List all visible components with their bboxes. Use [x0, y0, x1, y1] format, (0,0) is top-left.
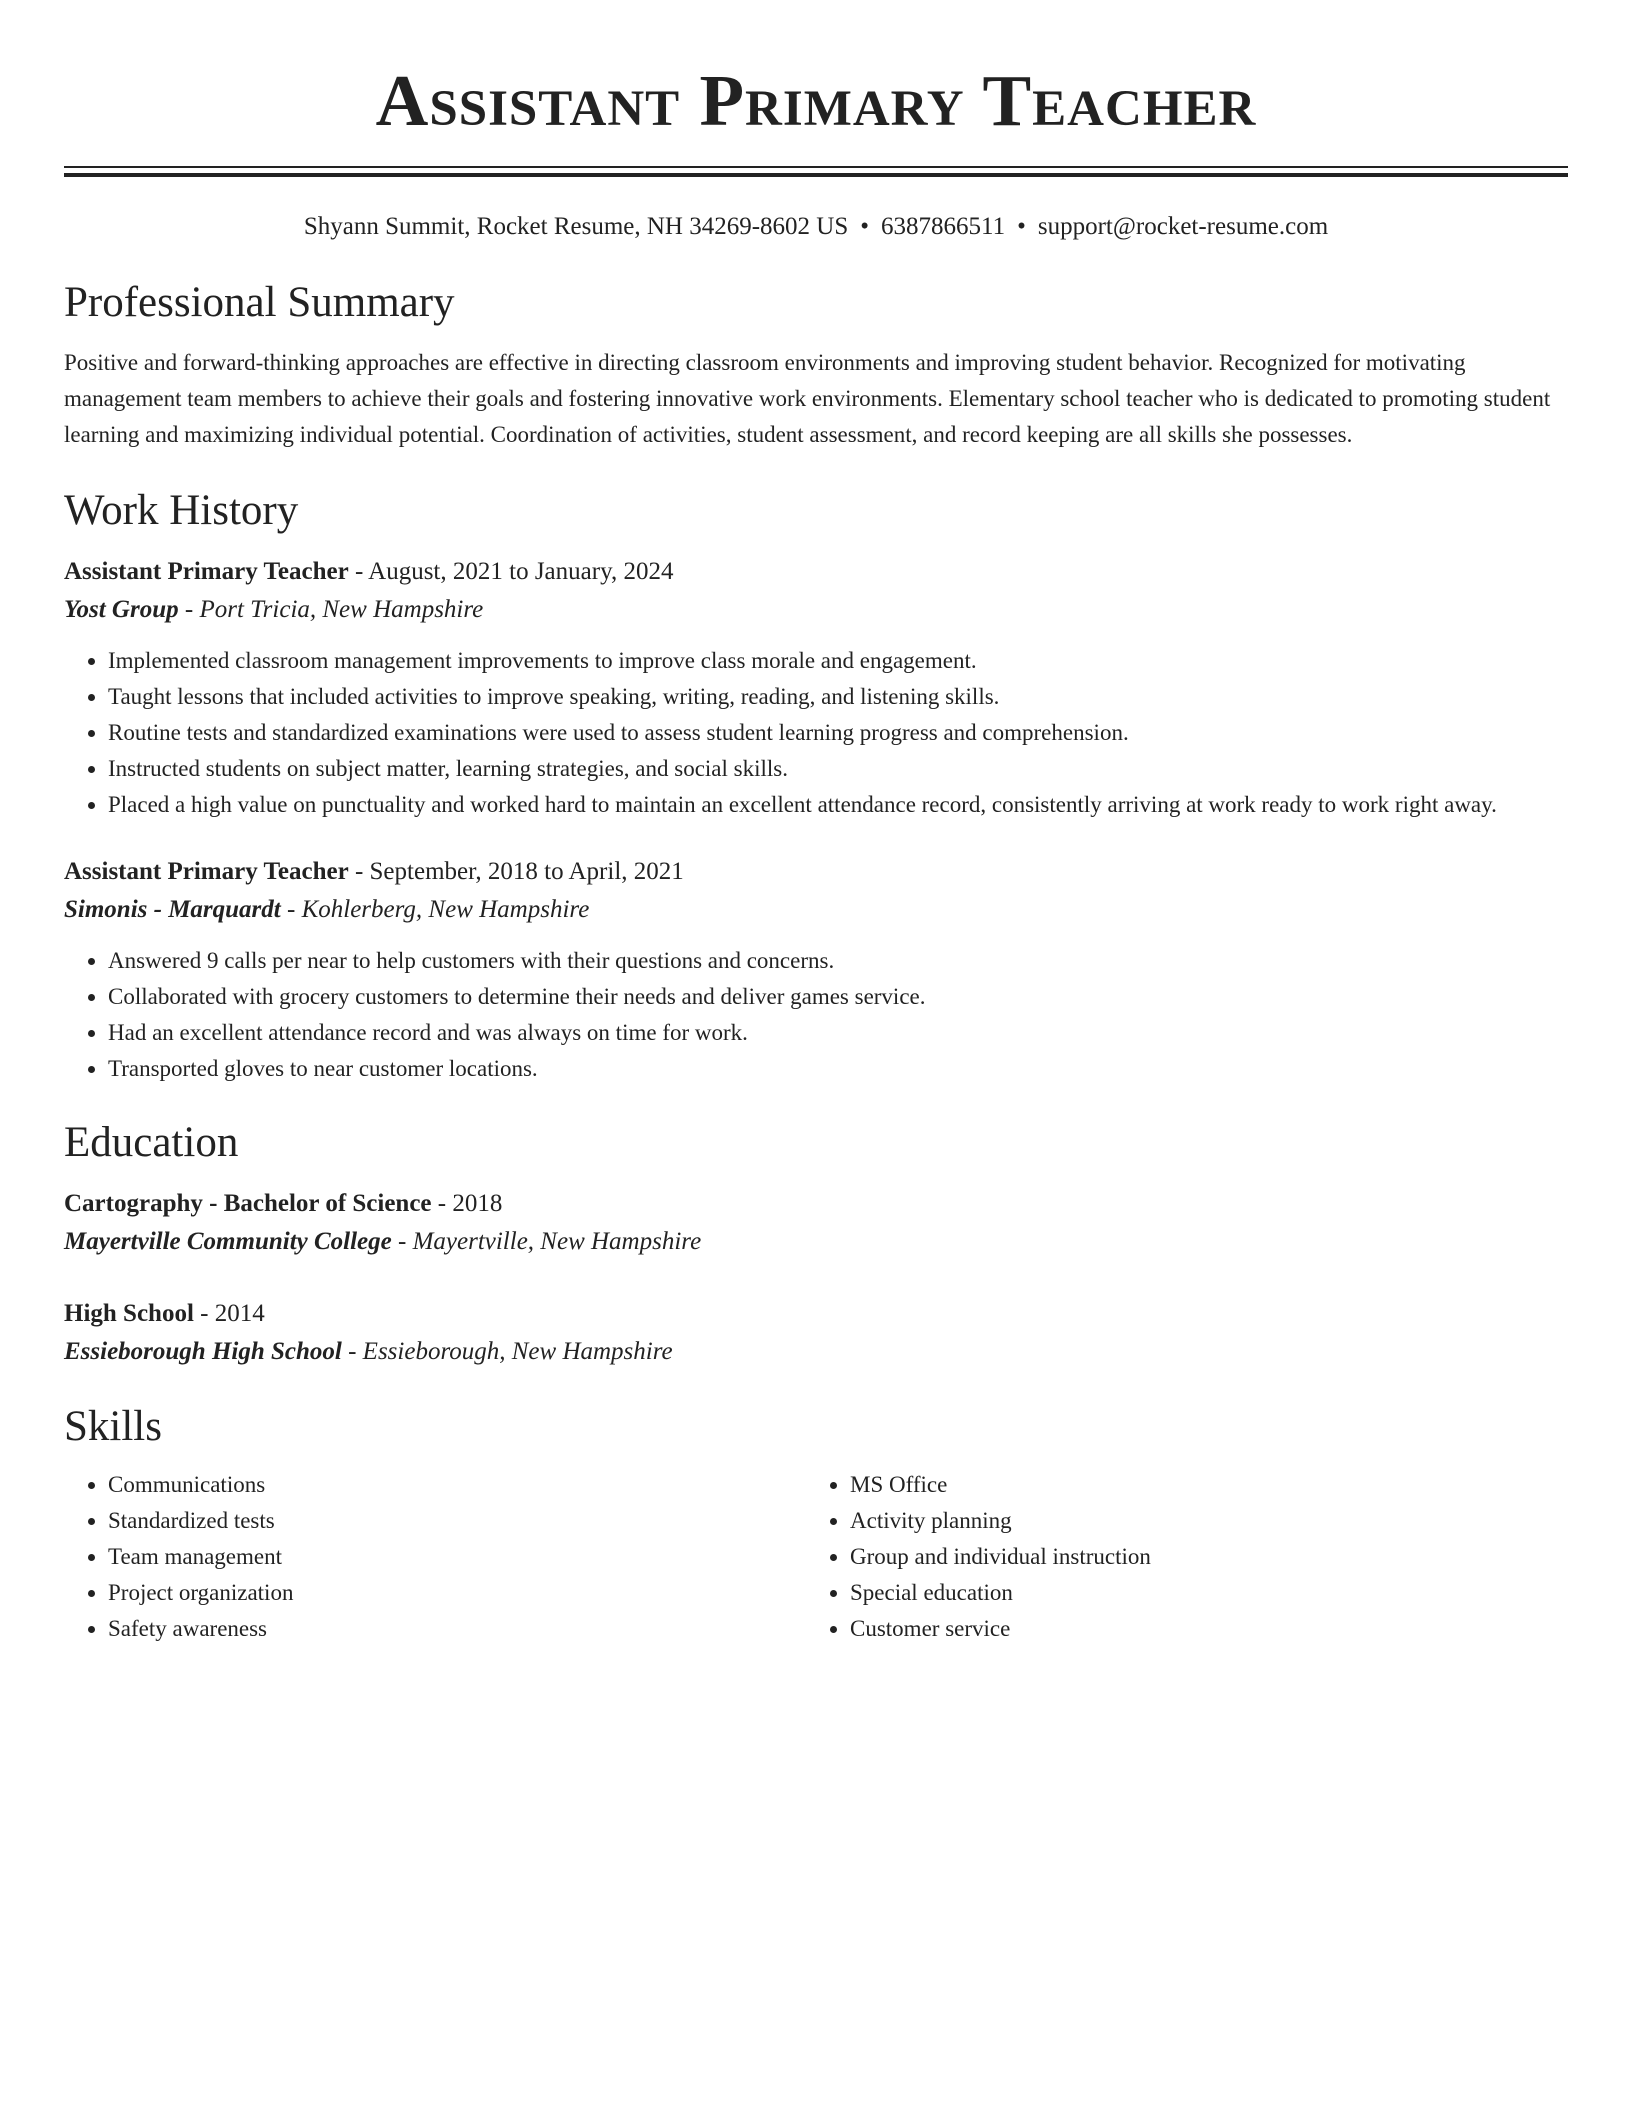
section-heading-summary: Professional Summary — [64, 279, 455, 326]
job-bullets — [64, 943, 1568, 1087]
job-company: Simonis - Marquardt — [64, 896, 281, 923]
skill-item: • Project organization — [108, 1575, 806, 1611]
contact-email: support@rocket-resume.com — [1037, 213, 1329, 240]
skill-item: • Safety awareness — [108, 1611, 806, 1647]
list-item: • Placed a high value on punctuality and worked hard to maintain an excellent attendance record, consistently arriving at work ready to work right away. — [108, 787, 1568, 823]
job-location: - Port Tricia, New Hampshire — [178, 596, 484, 623]
list-item: • Routine tests and standardized examinations were used to assess student learning progress and comprehension. — [108, 715, 1568, 751]
job-bullets — [64, 643, 1568, 823]
skill-item: • Communications — [108, 1467, 806, 1503]
list-item: • Collaborated with grocery customers to determine their needs and deliver games service. — [108, 979, 1568, 1015]
contact-address: Shyann Summit, Rocket Resume, NH 34269-8602 US — [303, 213, 849, 240]
education-school-line — [64, 1223, 1568, 1261]
job-entry — [64, 553, 1568, 823]
list-item: • Transported gloves to near customer locations. — [108, 1051, 1568, 1087]
job-entry — [64, 853, 1568, 1087]
skill-item: • MS Office — [850, 1467, 1548, 1503]
list-item: • Answered 9 calls per near to help customers with their questions and concerns. — [108, 943, 1568, 979]
job-company: Yost Group — [64, 596, 179, 623]
skill-item: • Team management — [108, 1539, 806, 1575]
education-degree-line — [64, 1295, 1568, 1333]
skill-item: • Standardized tests — [108, 1503, 806, 1539]
education-degree: High School — [64, 1300, 194, 1327]
list-item: • Had an excellent attendance record and was always on time for work. — [108, 1015, 1568, 1051]
job-company-line — [64, 591, 1568, 629]
education-entry — [64, 1185, 1568, 1261]
job-title-line — [64, 553, 1568, 591]
skill-item: • Customer service — [850, 1611, 1548, 1647]
list-item: • Taught lessons that included activities to improve speaking, writing, reading, and listening skills. — [108, 679, 1568, 715]
skill-item: • Activity planning — [850, 1503, 1548, 1539]
skills-column-right — [806, 1467, 1548, 1647]
skills-list — [64, 1467, 1568, 1647]
resume-title: Assistant Primary Teacher — [375, 60, 1257, 141]
title-divider — [64, 166, 1568, 177]
section-heading-education: Education — [64, 1119, 239, 1166]
education-entry — [64, 1295, 1568, 1371]
job-dates: - September, 2018 to April, 2021 — [348, 858, 684, 885]
skill-item: • Group and individual instruction — [850, 1539, 1548, 1575]
section-heading-work: Work History — [64, 487, 299, 534]
job-location: - Kohlerberg, New Hampshire — [280, 896, 590, 923]
education-year: - 2014 — [193, 1300, 265, 1327]
contact-separator: • — [860, 213, 870, 240]
skill-item: • Special education — [850, 1575, 1548, 1611]
education-degree: Cartography - Bachelor of Science — [64, 1190, 432, 1217]
education-location: - Mayertville, New Hampshire — [391, 1228, 702, 1255]
section-heading-skills: Skills — [64, 1403, 162, 1450]
job-company-line — [64, 891, 1568, 929]
contact-phone: 6387866511 — [881, 213, 1006, 240]
list-item: • Instructed students on subject matter, learning strategies, and social skills. — [108, 751, 1568, 787]
education-school: Essieborough High School — [64, 1338, 342, 1365]
education-year: - 2018 — [431, 1190, 503, 1217]
contact-separator: • — [1017, 213, 1026, 240]
list-item: • Implemented classroom management improvements to improve class morale and engagement. — [108, 643, 1568, 679]
education-school: Mayertville Community College — [64, 1228, 392, 1255]
education-school-line — [64, 1333, 1568, 1371]
education-location: - Essieborough, New Hampshire — [341, 1338, 673, 1365]
education-degree-line — [64, 1185, 1568, 1223]
job-title: Assistant Primary Teacher — [64, 558, 349, 585]
summary-text: Positive and forward-thinking approaches are effective in directing classroom environments and improving student behavior. Recognized for motivating management team members to achieve their goals and fostering innovative work environments. Elementary school teacher who is dedicated to promoting student learning and maximizing individual potential. Coordination of activities, student assessment, and record keeping are all skills she possesses. — [64, 350, 1551, 447]
job-title: Assistant Primary Teacher — [64, 858, 349, 885]
skills-column-left — [64, 1467, 806, 1647]
job-dates: - August, 2021 to January, 2024 — [348, 558, 674, 585]
job-title-line — [64, 853, 1568, 891]
contact-line — [64, 209, 1568, 245]
